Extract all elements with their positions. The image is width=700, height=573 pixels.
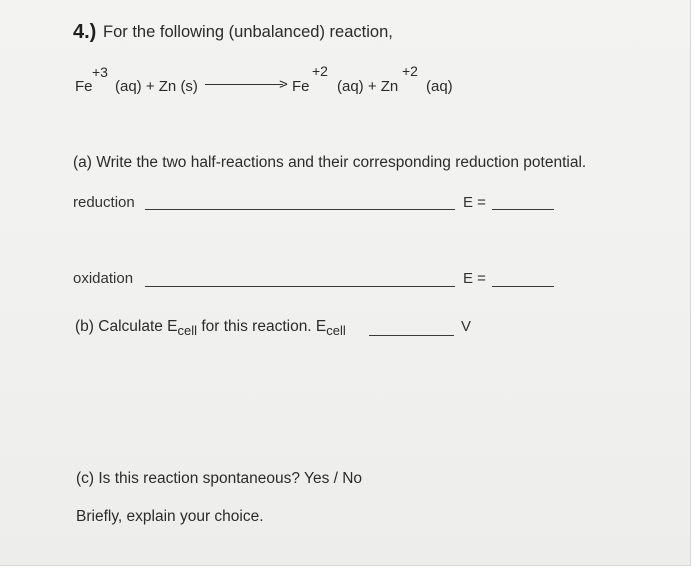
oxidation-e-label: E = [463, 270, 486, 287]
ecell-unit: V [461, 318, 472, 335]
oxidation-answer-line[interactable] [145, 286, 455, 287]
oxidation-label: oxidation [73, 270, 134, 287]
reduction-e-answer-line[interactable] [492, 209, 554, 210]
reactant-states: (aq) + Zn (s) [115, 78, 198, 95]
reduction-e-label: E = [463, 194, 486, 211]
oxidation-e-answer-line[interactable] [492, 286, 554, 287]
part-c-explain: Briefly, explain your choice. [76, 508, 264, 525]
reaction-arrow [205, 84, 283, 85]
part-b-sub-cell-1: cell [177, 323, 198, 338]
ecell-answer-line[interactable] [369, 335, 454, 336]
reduction-label: reduction [73, 194, 135, 211]
product-zn-state: (aq) [426, 78, 453, 95]
reactant-fe: Fe [75, 78, 93, 95]
reactant-fe-charge: +3 [92, 64, 108, 80]
question-prompt: For the following (unbalanced) reaction, [103, 23, 393, 41]
product-fe: Fe [292, 78, 310, 95]
reduction-answer-line[interactable] [145, 209, 455, 210]
part-b-middle: for this reaction. E [201, 318, 327, 335]
part-b-sub-cell-2: cell [326, 323, 346, 338]
part-c-prompt: (c) Is this reaction spontaneous? Yes / No [76, 470, 363, 487]
part-b-prompt [75, 318, 346, 336]
reaction-arrow-head: > [279, 76, 288, 93]
part-b-prefix: (b) Calculate E [75, 318, 178, 335]
product-fe-charge: +2 [312, 63, 328, 79]
question-number: 4.) [73, 21, 97, 43]
product-zn-charge: +2 [402, 63, 418, 79]
product-fe-state-zn: (aq) + Zn [337, 78, 399, 95]
part-a-prompt: (a) Write the two half-reactions and their corresponding reduction potential. [73, 154, 587, 171]
